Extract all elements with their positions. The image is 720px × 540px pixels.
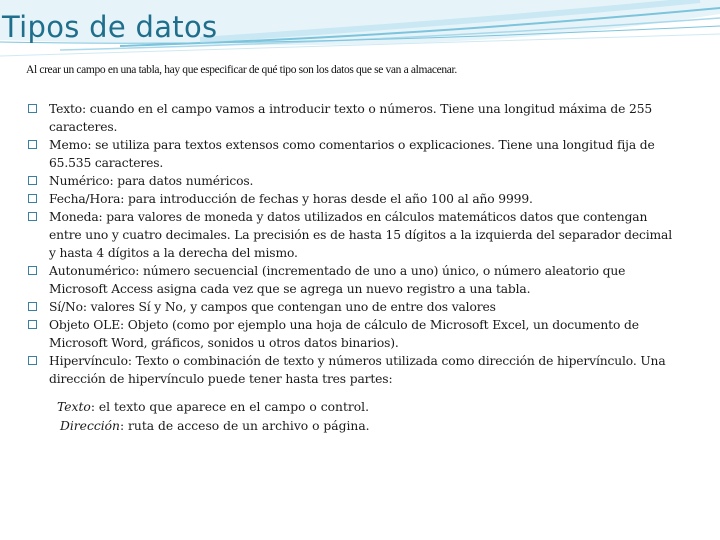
bullet-text: Autonumérico: número secuencial (incrementado de uno a uno) único, o número aleatorio que Microsoft Access asigna cada vez que se agrega un nuevo registro a una tabla.	[49, 264, 626, 296]
bullet-item	[26, 136, 682, 172]
bullet-square-icon	[28, 302, 37, 311]
bullet-text: Numérico: para datos numéricos.	[49, 174, 254, 188]
page-title: Tipos de datos	[2, 10, 218, 44]
bullet-item	[26, 100, 682, 136]
bullet-item	[26, 262, 682, 298]
bullet-text: Fecha/Hora: para introducción de fechas y horas desde el año 100 al año 9999.	[49, 192, 533, 206]
bullet-square-icon	[28, 194, 37, 203]
sub-item-term: Dirección	[60, 419, 120, 433]
bullet-item	[26, 316, 682, 352]
bullet-square-icon	[28, 176, 37, 185]
bullet-square-icon	[28, 140, 37, 149]
sub-item-direccion	[60, 417, 370, 435]
sub-item-term: Texto	[57, 400, 91, 414]
sub-item-desc: : el texto que aparece en el campo o control.	[90, 400, 370, 414]
sub-item-desc: : ruta de acceso de un archivo o página.	[119, 419, 370, 433]
bullet-text: Hipervínculo: Texto o combinación de texto y números utilizada como dirección de hipervínculo. Una dirección de hipervínculo puede tener hasta tres partes:	[49, 354, 666, 386]
bullet-square-icon	[28, 104, 37, 113]
bullet-item	[26, 298, 682, 316]
bullet-square-icon	[28, 266, 37, 275]
bullet-item	[26, 172, 682, 190]
page-subtitle: Al crear un campo en una tabla, hay que especificar de qué tipo son los datos que se van a almacenar.	[26, 64, 457, 76]
bullet-text: Moneda: para valores de moneda y datos utilizados en cálculos matemáticos datos que contengan entre uno y cuatro decimales. La precisión es de hasta 15 dígitos a la izquierda del separador decimal y hasta 4 dígitos a la derecha del mismo.	[49, 210, 672, 260]
bullet-text: Texto: cuando en el campo vamos a introducir texto o números. Tiene una longitud máxima de 255 caracteres.	[49, 102, 653, 134]
bullet-square-icon	[28, 212, 37, 221]
bullet-text: Memo: se utiliza para textos extensos como comentarios o explicaciones. Tiene una longitud fija de 65.535 caracteres.	[49, 138, 655, 170]
bullet-text: Sí/No: valores Sí y No, y campos que contengan uno de entre dos valores	[49, 300, 496, 314]
bullet-square-icon	[28, 356, 37, 365]
bullet-item	[26, 352, 682, 388]
bullet-item	[26, 190, 682, 208]
bullet-item	[26, 208, 682, 262]
bullet-square-icon	[28, 320, 37, 329]
bullet-list	[26, 100, 682, 388]
sub-item-texto	[57, 398, 369, 416]
bullet-text: Objeto OLE: Objeto (como por ejemplo una hoja de cálculo de Microsoft Excel, un documento de Microsoft Word, gráficos, sonidos u otros datos binarios).	[49, 318, 639, 350]
